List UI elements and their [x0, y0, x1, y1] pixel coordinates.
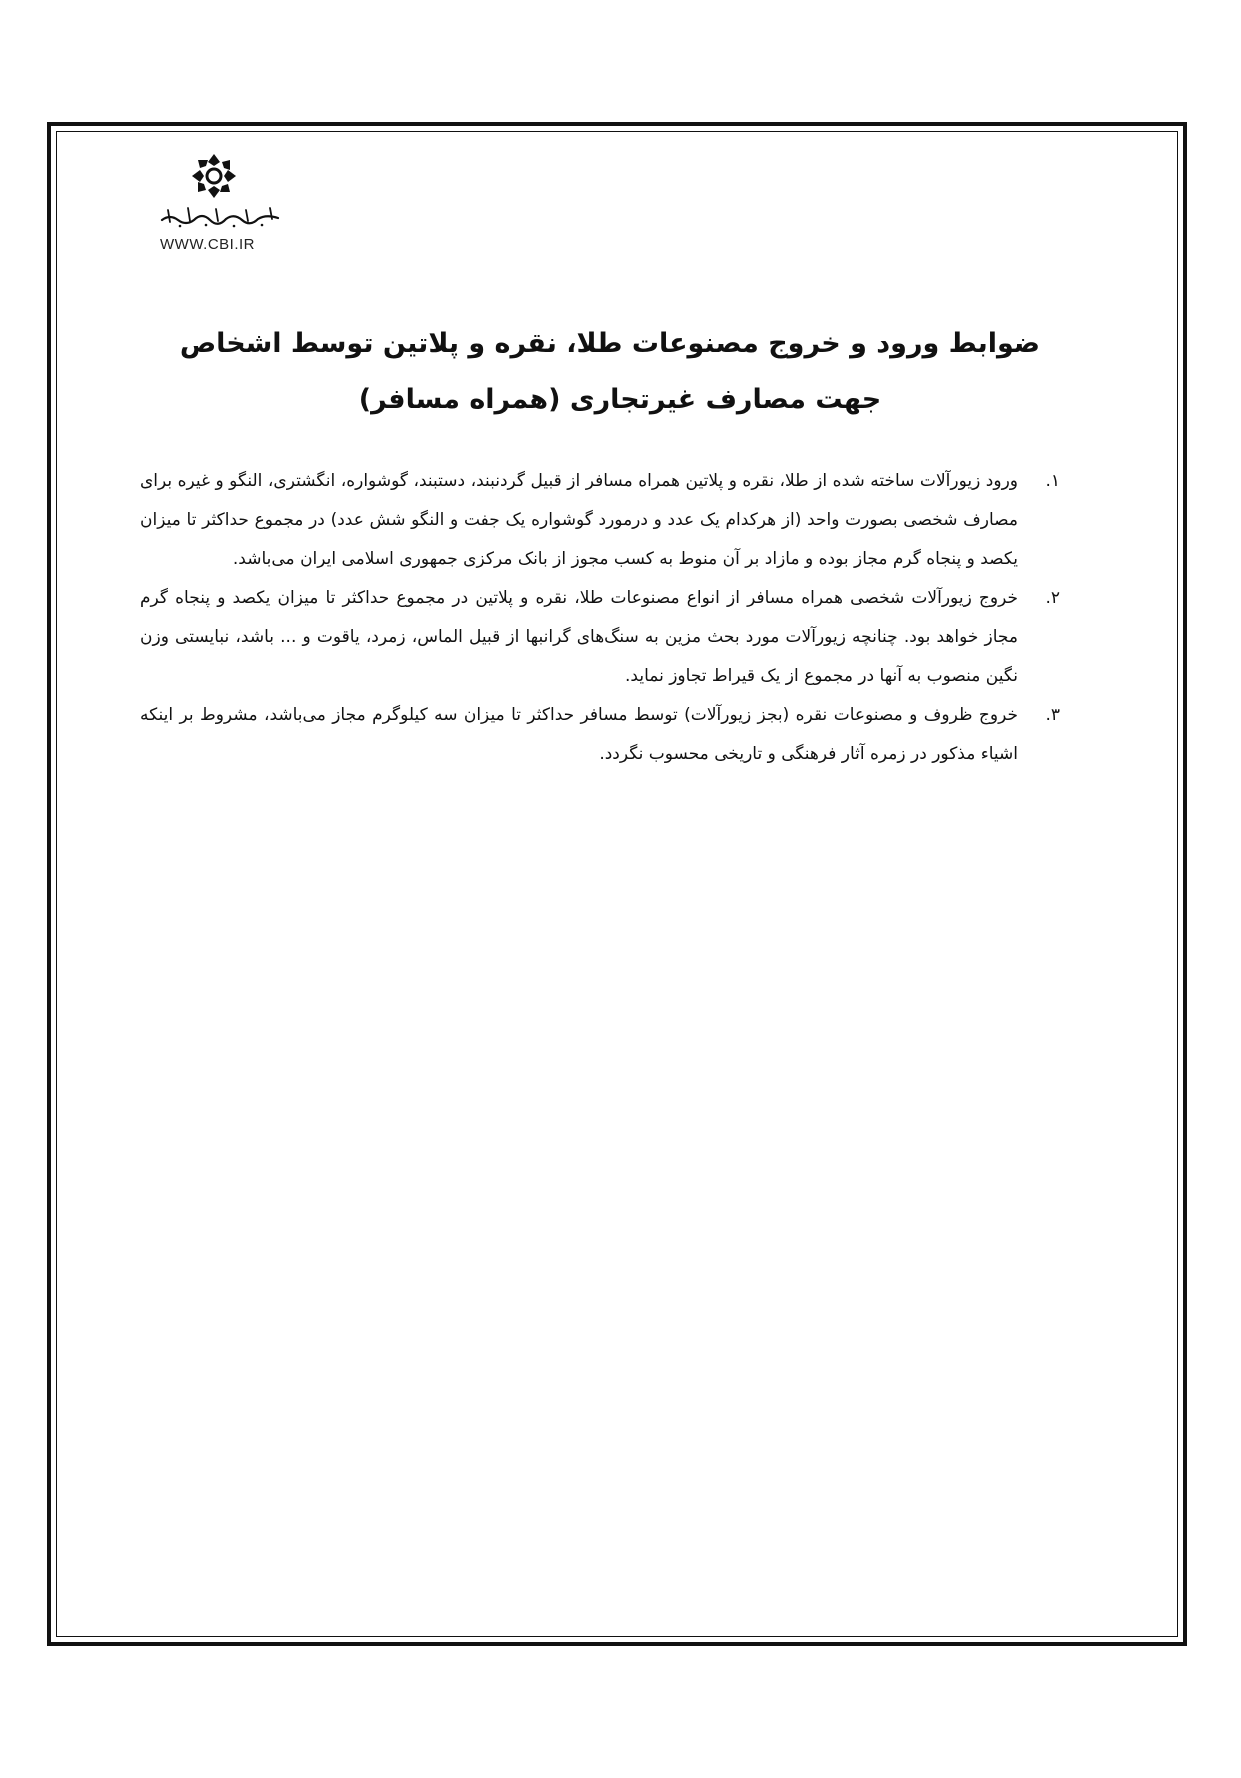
title-line-2: جهت مصارف غیرتجاری (همراه مسافر)	[358, 384, 882, 415]
list-item	[140, 696, 1060, 774]
document-title	[179, 316, 1040, 428]
item-text: خروج ظروف و مصنوعات نقره (بجز زیورآلات) توسط مسافر حداکثر تا میزان سه کیلوگرم مجاز می‌باشد، مشروط بر اینکه اشیاء مذکور در زمره آثار فرهنگی و تاریخی محسوب نگردد.	[140, 705, 1018, 764]
item-number: ۱.	[1045, 471, 1060, 491]
item-text: ورود زیورآلات ساخته شده از طلا، نقره و پلاتین همراه مسافر از قبیل گردنبند، دستبند، گوشواره، انگشتری، النگو و غیره برای مصارف شخصی بصورت واحد (از هرکدام یک عدد و درمورد گوشواره یک جفت و النگو شش عدد) در مجموع حداکثر تا میزان یکصد و پنجاه گرم مجاز بوده و مازاد بر آن منوط به کسب مجوز از بانک مرکزی جمهوری اسلامی ایران می‌باشد.	[140, 471, 1018, 569]
title-line-1: ضوابط ورود و خروج مصنوعات طلا، نقره و پلاتین توسط اشخاص	[179, 328, 1040, 359]
list-item	[140, 462, 1060, 579]
cbi-calligraphy-logotype	[158, 204, 282, 230]
item-number: ۳.	[1045, 705, 1060, 725]
item-number: ۲.	[1045, 588, 1060, 608]
website-url: WWW.CBI.IR	[160, 236, 255, 253]
rules-list	[140, 462, 1060, 774]
item-text: خروج زیورآلات شخصی همراه مسافر از انواع مصنوعات طلا، نقره و پلاتین در مجموع حداکثر تا میزان یکصد و پنجاه گرم مجاز خواهد بود. چنانچه زیورآلات مورد بحث مزین به سنگ‌های گرانبها از قبیل الماس، زمرد، یاقوت و ... باشد، نبایستی وزن نگین منصوب به آنها در مجموع از یک قیراط تجاوز نماید.	[140, 588, 1018, 686]
list-item	[140, 579, 1060, 696]
cbi-emblem-icon	[190, 152, 238, 200]
